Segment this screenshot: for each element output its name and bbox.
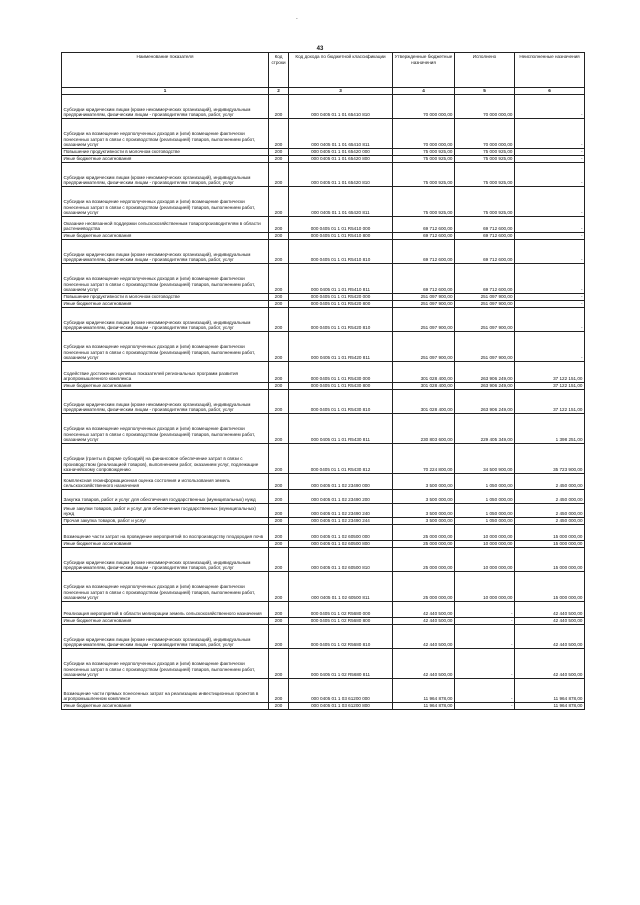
cell-remaining: 15 000 000,00 xyxy=(515,548,585,572)
table-row xyxy=(62,444,585,474)
cell-approved: 25 000 000,00 xyxy=(393,572,455,602)
cell-executed: 229 405 349,00 xyxy=(455,414,515,444)
cell-executed: 251 097 900,00 xyxy=(455,308,515,332)
table-row xyxy=(62,233,585,240)
cell-approved: 230 803 600,00 xyxy=(393,414,455,444)
cell-executed: 70 000 000,00 xyxy=(455,95,515,119)
cell-name: Иные бюджетные ассигнования xyxy=(62,156,269,163)
cell-kbk: 000 0405 01 1 02 60500 800 xyxy=(289,541,393,548)
cell-remaining: 1 398 251,00 xyxy=(515,414,585,444)
table-row xyxy=(62,474,585,490)
cell-approved: 301 028 400,00 xyxy=(393,390,455,414)
cell-approved: 75 000 925,00 xyxy=(393,149,455,156)
table-row xyxy=(62,541,585,548)
cell-remaining: 2 450 000,00 xyxy=(515,490,585,504)
cell-kbk: 000 0405 01 1 02 23490 240 xyxy=(289,504,393,518)
cell-name: Субсидии на возмещение недополученных доходов и (или) возмещение фактически понесенных затрат в связи с производством (реализацией) товаров, выполнением работ, оказанием услуг xyxy=(62,572,269,602)
table-row xyxy=(62,525,585,541)
header-approved: Утвержденные бюджетные назначения xyxy=(393,53,455,88)
cell-remaining: 37 122 151,00 xyxy=(515,390,585,414)
header-name: Наименование показателя xyxy=(62,53,269,88)
table-row xyxy=(62,625,585,649)
cell-kbk: 000 0405 01 1 01 R5410 811 xyxy=(289,264,393,294)
table-row xyxy=(62,618,585,625)
cell-approved: 75 000 925,00 xyxy=(393,187,455,217)
cell-kbk: 000 0405 01 1 01 65420 000 xyxy=(289,149,393,156)
cell-remaining: 37 122 151,00 xyxy=(515,362,585,383)
cell-remaining: - xyxy=(515,264,585,294)
cell-executed: 251 097 900,00 xyxy=(455,332,515,362)
cell-name: Субсидии юридическим лицам (кроме некоммерческих организаций), индивидуальным предпринимателям, физическим лицам - производителям товаров, работ, услуг xyxy=(62,308,269,332)
cell-kbk: 000 0405 01 1 01 65410 810 xyxy=(289,95,393,119)
cell-name: Комплексная геоинформационная оценка состояния и использования земель сельскохозяйственного назначения xyxy=(62,474,269,490)
cell-executed: 1 050 000,00 xyxy=(455,474,515,490)
column-number: 2 xyxy=(269,88,289,95)
cell-executed: 1 050 000,00 xyxy=(455,518,515,525)
table-row xyxy=(62,504,585,518)
cell-name: Субсидии на возмещение недополученных доходов и (или) возмещение фактически понесенных затрат в связи с производством (реализацией) товаров, выполнением работ, оказанием услуг xyxy=(62,264,269,294)
page-mark: - xyxy=(296,16,298,22)
cell-code: 200 xyxy=(269,548,289,572)
cell-remaining: 15 000 000,00 xyxy=(515,525,585,541)
cell-code: 200 xyxy=(269,217,289,233)
cell-kbk: 000 0405 01 1 01 R5420 810 xyxy=(289,308,393,332)
table-row xyxy=(62,308,585,332)
cell-remaining: 2 450 000,00 xyxy=(515,504,585,518)
cell-executed: 10 000 000,00 xyxy=(455,525,515,541)
cell-code: 200 xyxy=(269,541,289,548)
column-number: 1 xyxy=(62,88,269,95)
cell-code: 200 xyxy=(269,264,289,294)
cell-remaining: 35 723 900,00 xyxy=(515,444,585,474)
table-row xyxy=(62,679,585,703)
cell-name: Субсидии юридическим лицам (кроме некоммерческих организаций), индивидуальным предпринимателям, физическим лицам - производителям товаров, работ, услуг xyxy=(62,548,269,572)
table-row xyxy=(62,490,585,504)
cell-kbk: 000 0405 01 1 02 R5680 000 xyxy=(289,602,393,618)
table-row xyxy=(62,390,585,414)
cell-name: Иные бюджетные ассигнования xyxy=(62,301,269,308)
cell-name: Субсидии (гранты в форме субсидий) на финансовое обеспечение затрат в связи с производством (реализацией товаров), выполнением работ, оказанием услуг, подлежащие казначейскому сопровождению xyxy=(62,444,269,474)
cell-name: Повышение продуктивности в молочном скотоводстве xyxy=(62,294,269,301)
cell-executed: 251 097 900,00 xyxy=(455,301,515,308)
table-row xyxy=(62,240,585,264)
cell-name: Субсидии на возмещение недополученных доходов и (или) возмещение фактически понесенных затрат в связи с производством (реализацией) товаров, выполнением работ, оказанием услуг xyxy=(62,332,269,362)
table-row xyxy=(62,119,585,149)
cell-kbk: 000 0405 01 1 02 23490 200 xyxy=(289,490,393,504)
cell-code: 200 xyxy=(269,119,289,149)
cell-approved: 42 440 500,00 xyxy=(393,649,455,679)
cell-approved: 3 500 000,00 xyxy=(393,518,455,525)
cell-name: Закупка товаров, работ и услуг для обеспечения государственных (муниципальных) нужд xyxy=(62,490,269,504)
cell-executed: 10 000 000,00 xyxy=(455,548,515,572)
cell-kbk: 000 0405 01 1 01 R5420 000 xyxy=(289,294,393,301)
cell-remaining: - xyxy=(515,233,585,240)
cell-remaining: 42 440 500,00 xyxy=(515,602,585,618)
cell-approved: 301 028 400,00 xyxy=(393,383,455,390)
cell-remaining: - xyxy=(515,301,585,308)
cell-approved: 251 097 900,00 xyxy=(393,294,455,301)
cell-code: 200 xyxy=(269,233,289,240)
cell-code: 200 xyxy=(269,679,289,703)
cell-name: Прочая закупка товаров, работ и услуг xyxy=(62,518,269,525)
header-remaining: Неисполненные назначения xyxy=(515,53,585,88)
cell-approved: 251 097 900,00 xyxy=(393,332,455,362)
cell-executed: 75 000 925,00 xyxy=(455,163,515,187)
cell-remaining: - xyxy=(515,119,585,149)
cell-executed: 75 000 925,00 xyxy=(455,187,515,217)
cell-executed: 69 712 600,00 xyxy=(455,217,515,233)
cell-executed: 69 712 600,00 xyxy=(455,264,515,294)
cell-name: Иные бюджетные ассигнования xyxy=(62,618,269,625)
cell-remaining: - xyxy=(515,308,585,332)
cell-code: 200 xyxy=(269,602,289,618)
cell-executed: 34 500 900,00 xyxy=(455,444,515,474)
cell-kbk: 000 0405 01 1 02 23490 244 xyxy=(289,518,393,525)
cell-approved: 69 712 600,00 xyxy=(393,233,455,240)
cell-executed: 10 000 000,00 xyxy=(455,572,515,602)
cell-code: 200 xyxy=(269,95,289,119)
cell-kbk: 000 0405 01 1 01 65420 811 xyxy=(289,187,393,217)
cell-executed: - xyxy=(455,679,515,703)
header-code: Код строки xyxy=(269,53,289,88)
cell-approved: 25 000 000,00 xyxy=(393,525,455,541)
cell-code: 200 xyxy=(269,572,289,602)
cell-code: 200 xyxy=(269,618,289,625)
cell-name: Субсидии юридическим лицам (кроме некоммерческих организаций), индивидуальным предпринимателям, физическим лицам - производителям товаров, работ, услуг xyxy=(62,163,269,187)
cell-kbk: 000 0405 01 1 01 R5420 800 xyxy=(289,301,393,308)
cell-kbk: 000 0405 01 1 01 R5410 800 xyxy=(289,233,393,240)
cell-remaining: - xyxy=(515,332,585,362)
cell-kbk: 000 0405 01 1 01 R5430 000 xyxy=(289,362,393,383)
cell-approved: 3 500 000,00 xyxy=(393,490,455,504)
cell-code: 200 xyxy=(269,703,289,710)
cell-code: 200 xyxy=(269,383,289,390)
cell-kbk: 000 0405 01 1 01 R5430 811 xyxy=(289,414,393,444)
cell-executed: 251 097 900,00 xyxy=(455,294,515,301)
cell-code: 200 xyxy=(269,240,289,264)
cell-name: Субсидии юридическим лицам (кроме некоммерческих организаций), индивидуальным предпринимателям, физическим лицам - производителям товаров, работ, услуг xyxy=(62,240,269,264)
table-row xyxy=(62,572,585,602)
cell-remaining: 2 450 000,00 xyxy=(515,474,585,490)
cell-code: 200 xyxy=(269,308,289,332)
cell-remaining: - xyxy=(515,294,585,301)
cell-approved: 25 000 000,00 xyxy=(393,548,455,572)
cell-name: Субсидии на возмещение недополученных доходов и (или) возмещение фактически понесенных затрат в связи с производством (реализацией) товаров, выполнением работ, оказанием услуг xyxy=(62,119,269,149)
cell-approved: 3 500 000,00 xyxy=(393,474,455,490)
cell-code: 200 xyxy=(269,163,289,187)
cell-remaining: - xyxy=(515,95,585,119)
cell-approved: 42 440 500,00 xyxy=(393,625,455,649)
cell-name: Иные бюджетные ассигнования xyxy=(62,383,269,390)
cell-code: 200 xyxy=(269,649,289,679)
cell-executed: 10 000 000,00 xyxy=(455,541,515,548)
cell-code: 200 xyxy=(269,156,289,163)
cell-code: 200 xyxy=(269,301,289,308)
cell-approved: 75 000 925,00 xyxy=(393,163,455,187)
cell-name: Иные бюджетные ассигнования xyxy=(62,233,269,240)
cell-approved: 251 097 900,00 xyxy=(393,301,455,308)
cell-kbk: 000 0405 01 1 01 R5420 811 xyxy=(289,332,393,362)
cell-name: Оказание несвязанной поддержки сельскохозяйственным товаропроизводителям в области растениеводства xyxy=(62,217,269,233)
cell-code: 200 xyxy=(269,187,289,217)
cell-kbk: 000 0405 01 1 01 R5430 812 xyxy=(289,444,393,474)
cell-code: 200 xyxy=(269,414,289,444)
cell-executed: 69 712 600,00 xyxy=(455,240,515,264)
cell-remaining: 2 450 000,00 xyxy=(515,518,585,525)
cell-name: Возмещение части прямых понесенных затрат на реализацию инвестиционных проектов в агропромышленном комплексе xyxy=(62,679,269,703)
table-row xyxy=(62,217,585,233)
header-kbk: Код дохода по бюджетной классификации xyxy=(289,53,393,88)
cell-remaining: - xyxy=(515,156,585,163)
cell-code: 200 xyxy=(269,474,289,490)
cell-approved: 301 028 400,00 xyxy=(393,362,455,383)
cell-executed: 263 906 249,00 xyxy=(455,390,515,414)
cell-kbk: 000 0405 01 1 01 65420 800 xyxy=(289,156,393,163)
cell-kbk: 000 0405 01 1 01 R5410 000 xyxy=(289,217,393,233)
cell-kbk: 000 0405 01 1 02 60500 811 xyxy=(289,572,393,602)
table-row xyxy=(62,332,585,362)
column-number: 4 xyxy=(393,88,455,95)
cell-approved: 42 440 500,00 xyxy=(393,618,455,625)
cell-kbk: 000 0405 01 1 02 60500 810 xyxy=(289,548,393,572)
cell-remaining: 15 000 000,00 xyxy=(515,541,585,548)
report-table xyxy=(61,52,585,710)
table-body xyxy=(62,95,585,710)
table-row xyxy=(62,95,585,119)
cell-code: 200 xyxy=(269,518,289,525)
table-row xyxy=(62,156,585,163)
cell-kbk: 000 0405 01 1 01 65420 810 xyxy=(289,163,393,187)
cell-executed: 75 000 925,00 xyxy=(455,156,515,163)
cell-remaining: - xyxy=(515,149,585,156)
table-row xyxy=(62,149,585,156)
cell-approved: 69 712 600,00 xyxy=(393,217,455,233)
cell-approved: 69 712 600,00 xyxy=(393,240,455,264)
table-row xyxy=(62,518,585,525)
cell-name: Субсидии на возмещение недополученных доходов и (или) возмещение фактически понесенных затрат в связи с производством (реализацией) товаров, выполнением работ, оказанием услуг xyxy=(62,187,269,217)
cell-approved: 25 000 000,00 xyxy=(393,541,455,548)
cell-approved: 42 440 500,00 xyxy=(393,602,455,618)
cell-remaining: 11 964 878,00 xyxy=(515,679,585,703)
cell-executed: - xyxy=(455,649,515,679)
table-row xyxy=(62,362,585,383)
cell-remaining: 37 122 151,00 xyxy=(515,383,585,390)
table-row xyxy=(62,703,585,710)
cell-name: Субсидии юридическим лицам (кроме некоммерческих организаций), индивидуальным предпринимателям, физическим лицам - производителям товаров, работ, услуг xyxy=(62,390,269,414)
cell-executed: 263 906 249,00 xyxy=(455,362,515,383)
cell-remaining: - xyxy=(515,163,585,187)
cell-name: Реализация мероприятий в области мелиорации земель сельскохозяйственного назначения xyxy=(62,602,269,618)
cell-approved: 69 712 600,00 xyxy=(393,264,455,294)
cell-executed: 75 000 925,00 xyxy=(455,149,515,156)
cell-executed: 70 000 000,00 xyxy=(455,119,515,149)
cell-kbk: 000 0405 01 1 03 61200 800 xyxy=(289,703,393,710)
cell-kbk: 000 0405 01 1 01 R5430 810 xyxy=(289,390,393,414)
cell-name: Иные закупки товаров, работ и услуг для обеспечения государственных (муниципальных) нужд xyxy=(62,504,269,518)
table-row xyxy=(62,301,585,308)
cell-name: Содействие достижению целевых показателей региональных программ развития агропромышленного комплекса xyxy=(62,362,269,383)
cell-code: 200 xyxy=(269,625,289,649)
cell-code: 200 xyxy=(269,294,289,301)
cell-approved: 3 500 000,00 xyxy=(393,504,455,518)
table-row xyxy=(62,649,585,679)
cell-kbk: 000 0405 01 1 02 R5680 811 xyxy=(289,649,393,679)
cell-name: Субсидии юридическим лицам (кроме некоммерческих организаций), индивидуальным предпринимателям, физическим лицам - производителям товаров, работ, услуг xyxy=(62,95,269,119)
table-row xyxy=(62,187,585,217)
cell-kbk: 000 0405 01 1 03 61200 000 xyxy=(289,679,393,703)
cell-kbk: 000 0405 01 1 01 R5410 810 xyxy=(289,240,393,264)
cell-approved: 11 964 878,00 xyxy=(393,679,455,703)
cell-name: Субсидии юридическим лицам (кроме некоммерческих организаций), индивидуальным предпринимателям, физическим лицам - производителям товаров, работ, услуг xyxy=(62,625,269,649)
column-number: 5 xyxy=(455,88,515,95)
table-row xyxy=(62,163,585,187)
table-header-row xyxy=(62,53,585,88)
table-row xyxy=(62,264,585,294)
cell-code: 200 xyxy=(269,362,289,383)
header-executed: Исполнено xyxy=(455,53,515,88)
cell-name: Возмещение части затрат на проведение мероприятий по воспроизводству плодородия почв xyxy=(62,525,269,541)
cell-kbk: 000 0405 01 1 02 60500 000 xyxy=(289,525,393,541)
cell-kbk: 000 0405 01 1 02 R5680 810 xyxy=(289,625,393,649)
cell-code: 200 xyxy=(269,504,289,518)
cell-kbk: 000 0405 01 1 01 R5430 800 xyxy=(289,383,393,390)
cell-name: Субсидии на возмещение недополученных доходов и (или) возмещение фактически понесенных затрат в связи с производством (реализацией) товаров, выполнением работ, оказанием услуг xyxy=(62,414,269,444)
table-row xyxy=(62,383,585,390)
table-row xyxy=(62,602,585,618)
cell-remaining: 15 000 000,00 xyxy=(515,572,585,602)
cell-code: 200 xyxy=(269,149,289,156)
cell-executed: - xyxy=(455,703,515,710)
cell-remaining: - xyxy=(515,240,585,264)
cell-executed: 1 050 000,00 xyxy=(455,490,515,504)
cell-code: 200 xyxy=(269,490,289,504)
table-row xyxy=(62,548,585,572)
cell-name: Субсидии на возмещение недополученных доходов и (или) возмещение фактически понесенных затрат в связи с производством (реализацией) товаров, выполнением работ, оказанием услуг xyxy=(62,649,269,679)
table-row xyxy=(62,414,585,444)
column-number: 3 xyxy=(289,88,393,95)
cell-executed: - xyxy=(455,618,515,625)
cell-remaining: - xyxy=(515,217,585,233)
cell-executed: 263 906 249,00 xyxy=(455,383,515,390)
cell-code: 200 xyxy=(269,332,289,362)
cell-code: 200 xyxy=(269,390,289,414)
cell-remaining: 42 440 500,00 xyxy=(515,649,585,679)
cell-executed: 1 050 000,00 xyxy=(455,504,515,518)
cell-executed: 69 712 600,00 xyxy=(455,233,515,240)
cell-approved: 251 097 900,00 xyxy=(393,308,455,332)
cell-name: Иные бюджетные ассигнования xyxy=(62,541,269,548)
column-number-row xyxy=(62,88,585,95)
cell-executed: - xyxy=(455,602,515,618)
cell-approved: 70 224 800,00 xyxy=(393,444,455,474)
cell-code: 200 xyxy=(269,525,289,541)
cell-approved: 75 000 925,00 xyxy=(393,156,455,163)
page-number: 43 xyxy=(316,46,324,52)
cell-remaining: 11 964 878,00 xyxy=(515,703,585,710)
cell-name: Повышение продуктивности в молочном скотоводстве xyxy=(62,149,269,156)
cell-approved: 70 000 000,00 xyxy=(393,95,455,119)
cell-code: 200 xyxy=(269,444,289,474)
cell-approved: 70 000 000,00 xyxy=(393,119,455,149)
cell-kbk: 000 0405 01 1 02 R5680 800 xyxy=(289,618,393,625)
table-row xyxy=(62,294,585,301)
cell-remaining: - xyxy=(515,187,585,217)
cell-executed: - xyxy=(455,625,515,649)
column-number: 6 xyxy=(515,88,585,95)
cell-approved: 11 964 878,00 xyxy=(393,703,455,710)
cell-remaining: 42 440 500,00 xyxy=(515,618,585,625)
cell-remaining: 42 440 500,00 xyxy=(515,625,585,649)
cell-kbk: 000 0405 01 1 01 65410 811 xyxy=(289,119,393,149)
cell-name: Иные бюджетные ассигнования xyxy=(62,703,269,710)
cell-kbk: 000 0405 01 1 02 23490 000 xyxy=(289,474,393,490)
